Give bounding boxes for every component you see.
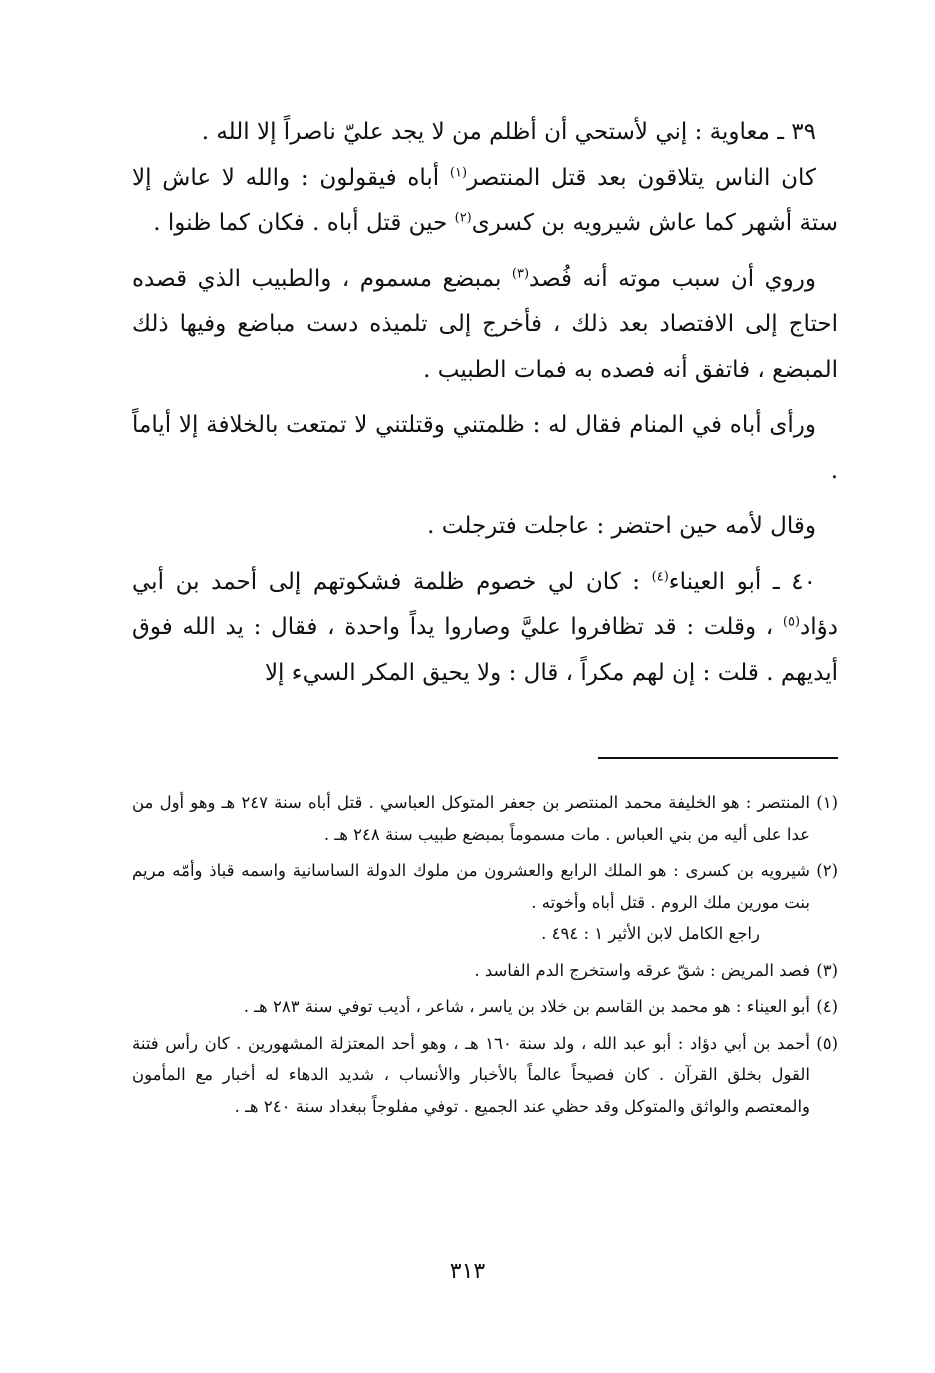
paragraph-text: ٣٩ ـ معاوية : إني لأستحي أن أظلم من لا يجد عليّ ناصراً إلا الله . (201, 119, 816, 145)
footnotes (132, 787, 838, 1127)
paragraph-text: بمبضع مسموم ، والطبيب الذي قصده احتاج إلى الافتصاد بعد ذلك ، فأخرج إلى تلميذه دست مباضع وفيها ذلك المبضع ، فاتفق أنه فصده به فمات الطبيب . (132, 265, 838, 383)
page-number: ٣١٣ (449, 1259, 486, 1284)
paragraph-text: ورأى أباه في المنام فقال له : ظلمتني وقتلتني لا تمتعت بالخلافة إلا أياماً . (132, 412, 838, 484)
footnote-ref-1[interactable]: (١) (449, 164, 468, 180)
paragraph-dream (132, 403, 838, 494)
main-text (132, 110, 838, 706)
footnote-number: (٥) (816, 1033, 838, 1053)
footnote-reference-line: راجع الكامل لابن الأثير ١ : ٤٩٤ . (541, 924, 760, 943)
paragraph-39 (132, 110, 838, 156)
paragraph-text: حين قتل أباه . فكان كما ظنوا . (153, 210, 455, 236)
paragraph-text: ، وقلت : قد تظافروا عليَّ وصاروا يداً واحدة ، فقال : يد الله فوق أيديهم . قلت : إن لهم مكراً ، قال : ولا يحيق المكر السيء إلا (132, 614, 838, 686)
footnote-number: (٢) (816, 861, 838, 880)
footnote-ref-5[interactable]: (٥) (782, 614, 801, 630)
footnote-number: (٣) (816, 960, 838, 980)
footnote-text: شيرويه بن كسرى : هو الملك الرابع والعشرون من ملوك الدولة الساسانية واسمه قباذ وأمّه مريم بنت مورين ملك الروم . قتل أباه وأخوته . (132, 861, 810, 912)
paragraph-text: أباه فيقولون : والله لا عاش إلا ستة أشهر كما عاش شيرويه بن كسرى (132, 164, 838, 236)
paragraph-text: ٤٠ ـ أبو العيناء (668, 568, 816, 595)
footnote-ref-2[interactable]: (٢) (454, 210, 472, 226)
footnote-3 (132, 955, 838, 987)
footnote-text: أبو العيناء : هو محمد بن القاسم بن خلاد بن ياسر ، شاعر ، أديب توفي سنة ٢٨٣ هـ . (243, 997, 810, 1016)
footnote-1 (132, 787, 838, 850)
footnote-number: (٤) (816, 997, 838, 1016)
paragraph-mother (132, 504, 838, 550)
footnote-5 (132, 1028, 838, 1123)
paragraph-muntasir (132, 156, 838, 247)
footnote-ref-4[interactable]: (٤) (651, 568, 669, 584)
footnote-2 (132, 855, 838, 950)
footnote-ref-3[interactable]: (٣) (511, 265, 530, 281)
footnote-number: (١) (816, 793, 838, 812)
paragraph-death-cause (132, 257, 838, 394)
paragraph-text: : كان لي خصوم ظلمة فشكوتهم إلى أحمد بن أبي دؤاد (132, 568, 838, 640)
footnote-text: أحمد بن أبي دؤاد : أبو عبد الله ، ولد سنة ١٦٠ هـ ، وهو أحد المعتزلة المشهورين . كان رأس فتنة القول بخلق القرآن . كان فصيحاً عالماً بالأخبار والأنساب ، شديد الدهاء له أخبار مع المأمون والمعتصم والواثق والمتوكل وقد حظي عند الجميع . توفي مفلوجاً ببغداد سنة ٢٤٠ هـ . (132, 1033, 811, 1116)
footnote-divider (598, 757, 838, 759)
paragraph-40 (132, 560, 838, 697)
paragraph-text: وقال لأمه حين احتضر : عاجلت فترجلت . (427, 513, 816, 539)
paragraph-text: وروي أن سبب موته أنه فُصد (529, 265, 817, 292)
footnote-4 (132, 991, 838, 1023)
paragraph-text: كان الناس يتلاقون بعد قتل المنتصر (467, 164, 817, 191)
footnote-text: فصد المريض : شقّ عرقه واستخرج الدم الفاسد . (474, 960, 810, 980)
footnote-text: المنتصر : هو الخليفة محمد المنتصر بن جعفر المتوكل العباسي . قتل أباه سنة ٢٤٧ هـ وهو أول من عدا على أليه من بني العباس . مات مسموماً بمبضع طبيب سنة ٢٤٨ هـ . (132, 793, 810, 844)
